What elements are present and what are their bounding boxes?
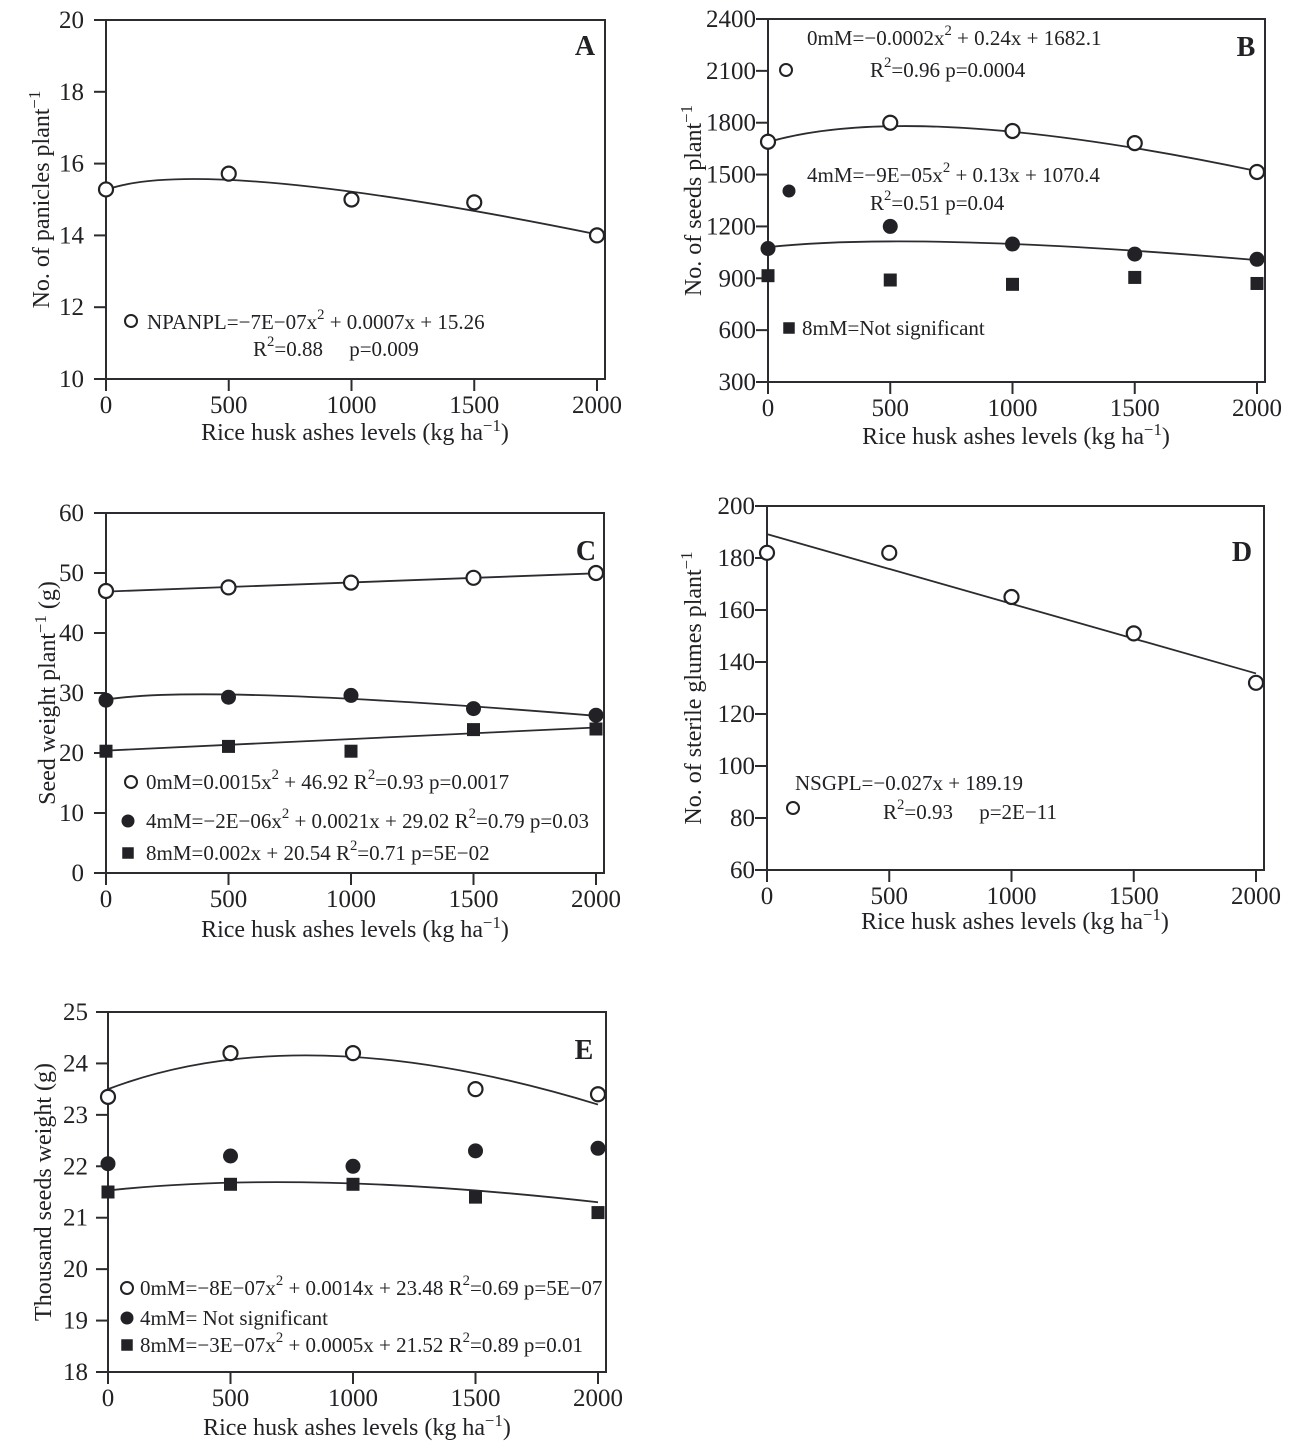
series-0mM: [99, 566, 603, 598]
x-tick-label: 1500: [448, 885, 499, 913]
filled-circle-marker: [589, 708, 604, 723]
y-tick-label: 1500: [706, 161, 756, 189]
y-tick-label: 140: [717, 648, 755, 676]
filled-circle-marker: [1005, 237, 1020, 252]
filled-square-marker: [1251, 277, 1264, 290]
y-tick-label: 1800: [706, 109, 756, 137]
filled-square-marker: [1128, 271, 1141, 284]
y-tick-label: 10: [59, 365, 84, 393]
y-tick-label: 40: [59, 619, 84, 647]
open-circle-marker: [761, 135, 775, 149]
y-tick-label: 18: [59, 78, 84, 106]
filled-square-marker: [884, 274, 897, 287]
open-circle-marker: [125, 776, 137, 788]
filled-circle-marker: [221, 690, 236, 705]
open-circle-marker: [467, 195, 481, 209]
legend-text: NSGPL=−0.027x + 189.19: [795, 771, 1024, 795]
x-tick-label: 1500: [1109, 394, 1160, 422]
series-NSGPL: [760, 546, 1263, 690]
y-axis-title: Thousand seeds weight (g): [31, 1063, 57, 1321]
open-circle-marker: [1127, 626, 1141, 640]
y-tick-label: 18: [63, 1358, 88, 1386]
legend-text: $0mM=-0.0002x^2 + 0.24x + 1682.1$: [807, 23, 1102, 50]
y-tick-label: 24: [63, 1049, 88, 1077]
filled-circle-marker: [101, 1156, 116, 1171]
legend-text: $R^2=0.88$ p=0.009: [253, 334, 419, 361]
filled-square-marker: [121, 1339, 133, 1351]
y-tick-label: 30: [59, 679, 84, 707]
legend-text: $4mM=-2E-06x^2 + 0.0021x + 29.02$ $R^2=0.79$ p=0.03: [146, 806, 589, 833]
x-tick-label: 1500: [449, 391, 500, 419]
series-8mM: [100, 723, 603, 758]
legend-text: 8mM=Not significant: [802, 316, 985, 340]
x-tick-label: 500: [870, 882, 908, 910]
y-tick-label: 12: [59, 293, 84, 321]
open-circle-marker: [591, 1087, 605, 1101]
y-tick-label: 300: [718, 368, 756, 396]
y-tick-label: 21: [63, 1204, 88, 1232]
panel-letter: B: [1236, 31, 1256, 63]
open-circle-marker: [1005, 590, 1019, 604]
x-axis-title: Rice husk ashes levels (kg $ha^{-1}$): [201, 912, 509, 943]
x-axis-title: Rice husk ashes levels (kg $ha^{-1}$): [862, 419, 1170, 450]
y-tick-label: 60: [59, 499, 84, 527]
legend-text: $0mM=-8E-07x^2 + 0.0014x + 23.48$ $R^2=0.69$ p=5E−07: [140, 1273, 603, 1300]
y-tick-label: 900: [718, 264, 756, 292]
y-tick-label: 16: [59, 150, 84, 178]
y-tick-label: 80: [730, 804, 755, 832]
open-circle-marker: [99, 584, 113, 598]
y-axis-title: No. of seeds plant$^{-1}$: [676, 104, 707, 297]
open-circle-marker: [224, 1046, 238, 1060]
panel-e: [31, 999, 623, 1442]
filled-square-marker: [590, 723, 603, 736]
y-tick-label: 10: [59, 799, 84, 827]
filled-circle-marker: [223, 1149, 238, 1164]
open-circle-marker: [882, 546, 896, 560]
open-circle-marker: [345, 193, 359, 207]
open-circle-marker: [344, 576, 358, 590]
filled-circle-marker: [346, 1159, 361, 1174]
filled-circle-marker: [761, 241, 776, 256]
y-tick-label: 60: [730, 856, 755, 884]
x-tick-label: 1000: [986, 882, 1037, 910]
x-tick-label: 2000: [573, 1384, 623, 1412]
series-8mM: [762, 269, 1264, 291]
filled-square-marker: [469, 1191, 482, 1204]
open-circle-marker: [1250, 165, 1264, 179]
legend-text: $NPANPL=-7E-07x^2 + 0.0007x + 15.26$: [147, 307, 485, 334]
panel-letter: E: [574, 1034, 594, 1066]
filled-circle-marker: [99, 693, 114, 708]
panel-d: [677, 493, 1282, 936]
series-0mM: [101, 1046, 605, 1104]
open-circle-marker: [469, 1082, 483, 1096]
panel-a: [25, 7, 623, 447]
y-tick-label: 25: [63, 998, 88, 1026]
panel-b: [677, 6, 1283, 451]
x-tick-label: 1000: [987, 394, 1038, 422]
filled-circle-marker: [344, 688, 359, 703]
y-tick-label: 120: [717, 700, 755, 728]
filled-circle-marker: [783, 185, 796, 198]
y-tick-label: 19: [63, 1307, 88, 1335]
open-circle-marker: [883, 116, 897, 130]
filled-circle-marker: [468, 1143, 483, 1158]
series-4mM: [99, 688, 604, 723]
open-circle-marker: [589, 566, 603, 580]
y-axis-title: No. of panicles plant$^{-1}$: [24, 90, 55, 309]
x-tick-label: 1000: [328, 1384, 378, 1412]
trend-curve-0mM: [108, 1055, 598, 1104]
open-circle-marker: [467, 571, 481, 585]
y-tick-label: 100: [717, 752, 755, 780]
y-axis-title: No. of sterile glumes plant$^{-1}$: [676, 551, 707, 825]
filled-square-marker: [122, 847, 134, 859]
x-axis-title: Rice husk ashes levels (kg $ha^{-1}$): [203, 1410, 511, 1441]
filled-square-marker: [345, 745, 358, 758]
x-tick-label: 1500: [450, 1384, 501, 1412]
y-tick-label: 22: [63, 1152, 88, 1180]
filled-square-marker: [1006, 278, 1019, 291]
y-tick-label: 2100: [706, 57, 756, 85]
open-circle-marker: [1128, 136, 1142, 150]
x-tick-label: 1000: [326, 885, 376, 913]
x-tick-label: 500: [211, 1384, 250, 1412]
filled-circle-marker: [1127, 247, 1142, 262]
panel-letter: A: [574, 30, 596, 62]
legend-text: $R^2=0.93$ p=2E−11: [883, 797, 1057, 824]
filled-circle-marker: [121, 1312, 134, 1325]
filled-circle-marker: [122, 815, 135, 828]
x-tick-label: 2000: [571, 885, 621, 913]
open-circle-marker: [590, 228, 604, 242]
y-tick-label: 20: [59, 6, 84, 34]
filled-square-marker: [467, 723, 480, 736]
filled-square-marker: [224, 1178, 237, 1191]
x-tick-label: 2000: [1231, 882, 1281, 910]
open-circle-marker: [780, 64, 792, 76]
filled-circle-marker: [1250, 252, 1265, 267]
y-tick-label: 600: [718, 316, 756, 344]
open-circle-marker: [760, 546, 774, 560]
open-circle-marker: [1006, 124, 1020, 138]
legend-text: 8mM=0.002x + 20.54 $R^2=0.71$ p=5E−02: [146, 838, 490, 865]
x-tick-label: 500: [871, 394, 909, 422]
y-tick-label: 1200: [706, 212, 756, 240]
y-axis-title: Seed weight plant$^{-1}$ (g): [30, 581, 61, 805]
filled-square-marker: [762, 269, 775, 282]
y-tick-label: 20: [63, 1255, 88, 1283]
legend-text: $4mM=-9E-05x^2 + 0.13x + 1070.4$: [807, 160, 1100, 187]
y-tick-label: 20: [59, 739, 84, 767]
filled-square-marker: [592, 1206, 605, 1219]
y-tick-label: 180: [717, 544, 755, 572]
filled-square-marker: [102, 1186, 115, 1199]
filled-square-marker: [783, 322, 795, 334]
legend-text: 4mM= Not significant: [140, 1306, 328, 1330]
open-circle-marker: [1249, 676, 1263, 690]
x-tick-label: 2000: [572, 391, 622, 419]
open-circle-marker: [99, 182, 113, 196]
filled-circle-marker: [883, 219, 898, 234]
y-tick-label: 0: [71, 859, 84, 887]
x-tick-label: 0: [99, 391, 113, 419]
panel-letter: C: [575, 535, 597, 567]
panel-letter: D: [1231, 536, 1253, 568]
x-tick-label: 1500: [1108, 882, 1159, 910]
open-circle-marker: [121, 1282, 133, 1294]
open-circle-marker: [125, 315, 137, 327]
x-axis-title: Rice husk ashes levels (kg $ha^{-1}$): [861, 904, 1169, 935]
filled-square-marker: [100, 745, 113, 758]
x-axis-title: Rice husk ashes levels (kg $ha^{-1}$): [201, 415, 509, 446]
open-circle-marker: [222, 167, 236, 181]
open-circle-marker: [101, 1090, 115, 1104]
x-tick-label: 500: [209, 885, 248, 913]
panel-c: [31, 500, 622, 944]
legend-text: $0mM=0.0015x^2 + 46.92$ $R^2=0.93$ p=0.0017: [146, 767, 510, 794]
filled-square-marker: [222, 740, 235, 753]
filled-square-marker: [347, 1178, 360, 1191]
legend-text: $R^2=0.51$ p=0.04: [870, 188, 1005, 215]
x-tick-label: 0: [99, 885, 113, 913]
y-tick-label: 2400: [706, 5, 756, 33]
x-tick-label: 0: [761, 394, 775, 422]
y-tick-label: 14: [59, 221, 84, 249]
open-circle-marker: [787, 802, 799, 814]
series-4mM: [101, 1141, 606, 1174]
legend-text: $8mM=-3E-07x^2 + 0.0005x + 21.52$ $R^2=0.89$ p=0.01: [140, 1330, 583, 1357]
y-tick-label: 23: [63, 1101, 88, 1129]
filled-circle-marker: [591, 1141, 606, 1156]
y-tick-label: 50: [59, 559, 84, 587]
x-tick-label: 500: [210, 391, 248, 419]
x-tick-label: 0: [101, 1384, 115, 1412]
filled-circle-marker: [466, 701, 481, 716]
x-tick-label: 1000: [326, 391, 377, 419]
x-tick-label: 2000: [1232, 394, 1282, 422]
x-tick-label: 0: [760, 882, 774, 910]
series-NPANPL: [99, 167, 604, 243]
y-tick-label: 200: [717, 492, 755, 520]
open-circle-marker: [222, 580, 236, 594]
legend-text: $R^2=0.96$ p=0.0004: [870, 55, 1026, 82]
y-tick-label: 160: [717, 596, 755, 624]
open-circle-marker: [346, 1046, 360, 1060]
